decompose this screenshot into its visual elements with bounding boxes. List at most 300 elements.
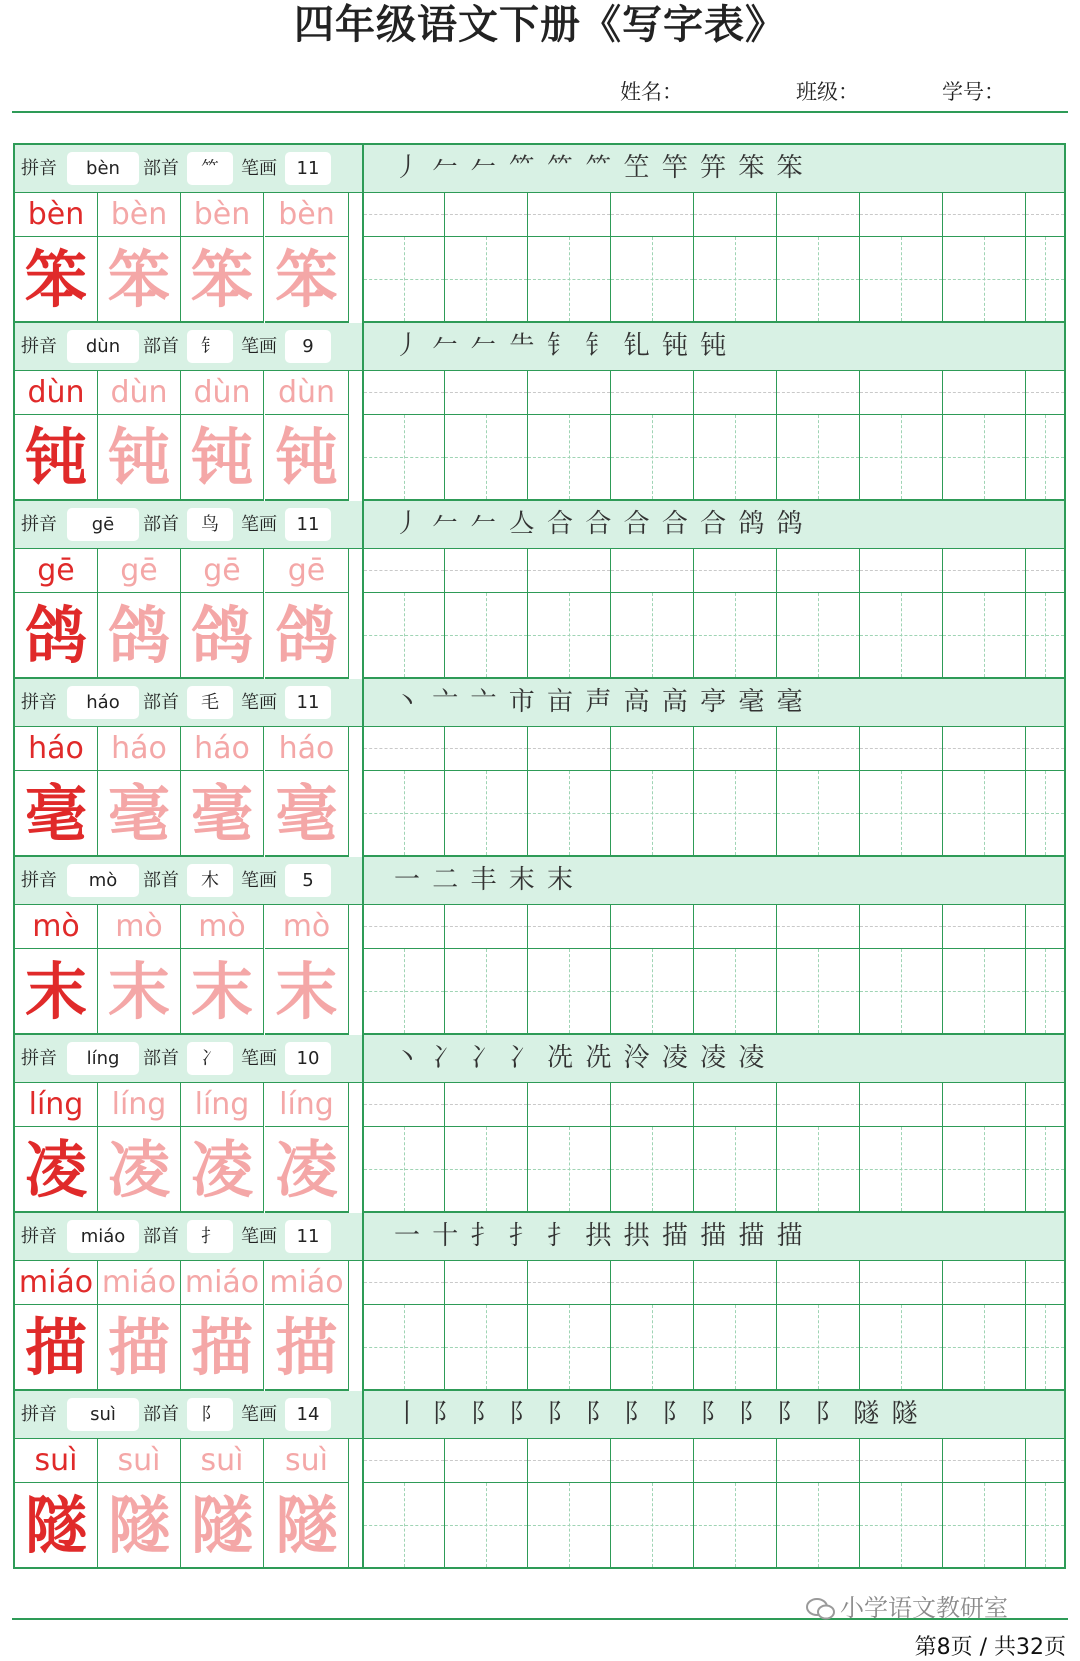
character-practice-cell[interactable] xyxy=(777,593,860,679)
character-block xyxy=(15,1391,1064,1569)
pinyin-practice-cell[interactable] xyxy=(445,192,528,237)
pinyin-value: mò xyxy=(67,864,139,897)
character-practice-cell[interactable] xyxy=(1026,237,1064,323)
pinyin-sample-cell xyxy=(265,1438,349,1483)
pinyin-practice-cell[interactable] xyxy=(694,548,777,593)
character-practice-cell[interactable] xyxy=(362,949,445,1035)
pinyin-practice-cell[interactable] xyxy=(694,192,777,237)
pinyin-sample-cell xyxy=(15,1260,98,1305)
character-practice-cell[interactable] xyxy=(694,1305,777,1391)
info-bar-divider xyxy=(362,501,364,548)
character-block xyxy=(15,323,1064,501)
character-practice-cell[interactable] xyxy=(611,1483,694,1569)
pinyin-practice-cell[interactable] xyxy=(1026,548,1064,593)
character-practice-cell[interactable] xyxy=(528,237,611,323)
pinyin-practice-cell[interactable] xyxy=(777,1082,860,1127)
pinyin-value: gē xyxy=(67,508,139,541)
character-sample-cell xyxy=(265,949,349,1035)
pinyin-practice-cell[interactable] xyxy=(943,726,1026,771)
pinyin-model: suì xyxy=(34,1443,78,1478)
character-practice-cell[interactable] xyxy=(445,1483,528,1569)
character-practice-cell[interactable] xyxy=(445,237,528,323)
pinyin-practice-cell[interactable] xyxy=(694,370,777,415)
pinyin-practice-cell[interactable] xyxy=(694,1260,777,1305)
pinyin-practice-cell[interactable] xyxy=(362,904,445,949)
pinyin-trace: háo xyxy=(278,731,335,766)
pinyin-sample-cell xyxy=(181,548,264,593)
pinyin-practice-cell[interactable] xyxy=(860,192,943,237)
character-sample-cell xyxy=(265,593,349,679)
pinyin-sample-cell xyxy=(98,1438,181,1483)
character-trace: 钝 xyxy=(190,421,253,494)
character-practice-cell[interactable] xyxy=(528,593,611,679)
character-info-bar xyxy=(15,501,1064,549)
pinyin-practice-cell[interactable] xyxy=(362,726,445,771)
pinyin-practice-cell[interactable] xyxy=(445,726,528,771)
character-sample-cell xyxy=(15,415,98,501)
pinyin-sample-cell xyxy=(15,1082,98,1127)
character-practice-cell[interactable] xyxy=(860,237,943,323)
character-practice-cell[interactable] xyxy=(860,1127,943,1213)
pinyin-practice-cell[interactable] xyxy=(445,370,528,415)
pinyin-practice-cell[interactable] xyxy=(528,370,611,415)
pinyin-practice-cell[interactable] xyxy=(611,904,694,949)
character-trace: 凌 xyxy=(275,1133,338,1206)
character-practice-cell[interactable] xyxy=(362,415,445,501)
writing-grid xyxy=(13,143,1066,1569)
pinyin-label: 拼音 xyxy=(21,1404,57,1425)
character-trace: 鸽 xyxy=(107,599,170,672)
character-practice-cell[interactable] xyxy=(860,771,943,857)
radical-label: 部首 xyxy=(143,514,179,535)
pinyin-practice-cell[interactable] xyxy=(943,1260,1026,1305)
character-practice-cell[interactable] xyxy=(777,771,860,857)
character-practice-cell[interactable] xyxy=(1026,771,1064,857)
pinyin-practice-cell[interactable] xyxy=(528,904,611,949)
pinyin-label: 拼音 xyxy=(21,336,57,357)
character-practice-cell[interactable] xyxy=(362,237,445,323)
character-trace: 笨 xyxy=(107,243,170,316)
pinyin-label: 拼音 xyxy=(21,692,57,713)
pinyin-sample-cell xyxy=(15,904,98,949)
stroke-count-value: 14 xyxy=(285,1398,331,1431)
pinyin-model: háo xyxy=(28,731,84,766)
character-practice-cell[interactable] xyxy=(1026,1305,1064,1391)
character-trace: 毫 xyxy=(107,777,170,850)
character-practice-cell[interactable] xyxy=(694,771,777,857)
character-sample-cell xyxy=(98,771,181,857)
radical-label: 部首 xyxy=(143,336,179,357)
radical-label: 部首 xyxy=(143,1404,179,1425)
character-model: 鸽 xyxy=(24,599,87,672)
info-bar-divider xyxy=(362,1391,364,1438)
pinyin-trace: bèn xyxy=(278,197,335,232)
pinyin-model: mò xyxy=(32,909,80,944)
character-practice-cell[interactable] xyxy=(777,949,860,1035)
character-sample-cell xyxy=(181,1305,264,1391)
character-sample-cell xyxy=(181,237,264,323)
character-practice-cell[interactable] xyxy=(694,237,777,323)
character-practice-cell[interactable] xyxy=(445,1305,528,1391)
character-sample-cell xyxy=(15,949,98,1035)
pinyin-value: miáo xyxy=(67,1220,139,1253)
character-trace: 描 xyxy=(275,1311,338,1384)
stroke-order: 丨 阝 阝 阝 阝 阝 阝 阝 阝 阝 阝 阝 隧 隧 xyxy=(394,1399,920,1429)
character-sample-cell xyxy=(181,949,264,1035)
character-practice-cell[interactable] xyxy=(943,949,1026,1035)
character-model: 毫 xyxy=(24,777,87,850)
pinyin-practice-cell[interactable] xyxy=(445,1438,528,1483)
character-info-bar xyxy=(15,1391,1064,1439)
character-practice-cell[interactable] xyxy=(611,593,694,679)
character-practice-cell[interactable] xyxy=(860,949,943,1035)
pinyin-trace: dùn xyxy=(277,375,336,410)
pinyin-practice-cell[interactable] xyxy=(860,904,943,949)
character-practice-cell[interactable] xyxy=(362,593,445,679)
pinyin-practice-cell[interactable] xyxy=(445,1082,528,1127)
header-divider xyxy=(12,111,1068,113)
character-trace: 末 xyxy=(275,955,338,1028)
stroke-count-label: 笔画 xyxy=(241,1226,277,1247)
character-practice-cell[interactable] xyxy=(445,1127,528,1213)
pinyin-sample-cell xyxy=(98,904,181,949)
character-trace: 笨 xyxy=(275,243,338,316)
character-practice-cell[interactable] xyxy=(445,415,528,501)
character-practice-cell[interactable] xyxy=(694,1127,777,1213)
stroke-count-value: 11 xyxy=(285,152,331,185)
character-practice-cell[interactable] xyxy=(1026,949,1064,1035)
pinyin-label: 拼音 xyxy=(21,158,57,179)
pinyin-practice-cell[interactable] xyxy=(611,192,694,237)
pinyin-trace: miáo xyxy=(101,1265,177,1300)
character-sample-cell xyxy=(15,1305,98,1391)
stroke-count-label: 笔画 xyxy=(241,1404,277,1425)
pinyin-practice-cell[interactable] xyxy=(860,1260,943,1305)
pinyin-trace: háo xyxy=(194,731,250,766)
pinyin-practice-cell[interactable] xyxy=(694,726,777,771)
character-practice-cell[interactable] xyxy=(943,237,1026,323)
character-trace: 毫 xyxy=(190,777,253,850)
character-practice-cell[interactable] xyxy=(777,1483,860,1569)
character-practice-cell[interactable] xyxy=(777,1305,860,1391)
character-practice-cell[interactable] xyxy=(362,1305,445,1391)
pinyin-practice-cell[interactable] xyxy=(860,548,943,593)
character-sample-cell xyxy=(181,771,264,857)
pinyin-trace: gē xyxy=(120,553,158,588)
character-block xyxy=(15,1035,1064,1213)
character-practice-cell[interactable] xyxy=(694,593,777,679)
pinyin-trace: líng xyxy=(279,1087,334,1122)
info-bar-divider xyxy=(362,1213,364,1260)
pinyin-trace: suì xyxy=(285,1443,328,1478)
character-block xyxy=(15,1213,1064,1391)
pinyin-practice-cell[interactable] xyxy=(528,1438,611,1483)
stroke-order: 丶 冫 冫 冫 冼 冼 泠 凌 凌 凌 xyxy=(394,1043,767,1073)
pinyin-sample-cell xyxy=(181,1438,264,1483)
pinyin-practice-cell[interactable] xyxy=(611,370,694,415)
pinyin-trace: dùn xyxy=(110,375,168,410)
pinyin-label: 拼音 xyxy=(21,1048,57,1069)
character-practice-cell[interactable] xyxy=(943,771,1026,857)
pinyin-sample-cell xyxy=(181,1260,264,1305)
pinyin-practice-cell[interactable] xyxy=(777,726,860,771)
pinyin-trace: líng xyxy=(111,1087,167,1122)
stroke-order: 一 十 扌 扌 扌 拱 拱 描 描 描 描 xyxy=(394,1221,805,1251)
character-sample-cell xyxy=(265,1127,349,1213)
pinyin-sample-cell xyxy=(98,726,181,771)
character-practice-cell[interactable] xyxy=(860,415,943,501)
pinyin-practice-cell[interactable] xyxy=(1026,192,1064,237)
radical-value: 毛 xyxy=(187,686,233,719)
character-info-bar xyxy=(15,1035,1064,1083)
pinyin-practice-cell[interactable] xyxy=(943,904,1026,949)
pinyin-practice-cell[interactable] xyxy=(1026,904,1064,949)
radical-value: ⺮ xyxy=(187,152,233,185)
character-practice-cell[interactable] xyxy=(1026,593,1064,679)
character-model: 凌 xyxy=(24,1133,87,1206)
character-info-bar xyxy=(15,145,1064,193)
pinyin-sample-cell xyxy=(181,1082,264,1127)
character-practice-cell[interactable] xyxy=(943,1483,1026,1569)
character-block xyxy=(15,679,1064,857)
pinyin-practice-cell[interactable] xyxy=(362,192,445,237)
pinyin-practice-cell[interactable] xyxy=(362,1438,445,1483)
character-practice-cell[interactable] xyxy=(777,1127,860,1213)
page-number: 第8页 / 共32页 xyxy=(914,1635,1066,1660)
character-sample-cell xyxy=(181,415,264,501)
pinyin-practice-cell[interactable] xyxy=(943,1438,1026,1483)
character-practice-cell[interactable] xyxy=(611,237,694,323)
character-trace: 钝 xyxy=(275,421,338,494)
pinyin-practice-cell[interactable] xyxy=(528,726,611,771)
pinyin-value: suì xyxy=(67,1398,139,1431)
pinyin-sample-cell xyxy=(181,192,264,237)
radical-label: 部首 xyxy=(143,1226,179,1247)
character-practice-cell[interactable] xyxy=(777,415,860,501)
character-practice-cell[interactable] xyxy=(445,771,528,857)
pinyin-practice-cell[interactable] xyxy=(777,1438,860,1483)
character-practice-cell[interactable] xyxy=(943,593,1026,679)
pinyin-practice-cell[interactable] xyxy=(445,548,528,593)
character-sample-cell xyxy=(181,1127,264,1213)
character-practice-cell[interactable] xyxy=(528,415,611,501)
character-practice-cell[interactable] xyxy=(1026,1127,1064,1213)
pinyin-practice-cell[interactable] xyxy=(777,548,860,593)
pinyin-trace: bèn xyxy=(193,197,251,232)
pinyin-practice-cell[interactable] xyxy=(943,192,1026,237)
pinyin-practice-cell[interactable] xyxy=(528,192,611,237)
character-trace: 隧 xyxy=(190,1489,253,1562)
pinyin-practice-cell[interactable] xyxy=(777,1260,860,1305)
pinyin-sample-cell xyxy=(98,1260,181,1305)
character-sample-cell xyxy=(265,415,349,501)
character-block xyxy=(15,501,1064,679)
character-practice-cell[interactable] xyxy=(1026,415,1064,501)
info-bar-divider xyxy=(362,857,364,904)
character-practice-cell[interactable] xyxy=(1026,1483,1064,1569)
pinyin-practice-cell[interactable] xyxy=(860,726,943,771)
pinyin-practice-cell[interactable] xyxy=(943,1082,1026,1127)
character-trace: 描 xyxy=(107,1311,170,1384)
pinyin-model: bèn xyxy=(27,197,85,232)
pinyin-practice-cell[interactable] xyxy=(694,1082,777,1127)
stroke-count-label: 笔画 xyxy=(241,870,277,891)
character-practice-cell[interactable] xyxy=(777,237,860,323)
character-sample-cell xyxy=(98,949,181,1035)
pinyin-practice-cell[interactable] xyxy=(362,370,445,415)
character-model: 描 xyxy=(24,1311,87,1384)
character-practice-cell[interactable] xyxy=(943,415,1026,501)
character-sample-cell xyxy=(15,771,98,857)
pinyin-sample-cell xyxy=(15,192,98,237)
page-title: 四年级语文下册《写字表》 xyxy=(294,2,786,48)
character-practice-cell[interactable] xyxy=(694,415,777,501)
character-practice-cell[interactable] xyxy=(860,593,943,679)
pinyin-sample-cell xyxy=(98,1082,181,1127)
character-trace: 凌 xyxy=(107,1133,170,1206)
stroke-count-label: 笔画 xyxy=(241,158,277,179)
character-trace: 钝 xyxy=(107,421,170,494)
stroke-count-value: 5 xyxy=(285,864,331,897)
pinyin-sample-cell xyxy=(181,370,264,415)
character-practice-cell[interactable] xyxy=(362,771,445,857)
pinyin-practice-cell[interactable] xyxy=(777,192,860,237)
pinyin-practice-cell[interactable] xyxy=(860,370,943,415)
pinyin-trace: gē xyxy=(287,553,326,588)
stroke-count-label: 笔画 xyxy=(241,1048,277,1069)
pinyin-practice-cell[interactable] xyxy=(611,548,694,593)
wechat-icon xyxy=(806,1598,836,1620)
pinyin-practice-cell[interactable] xyxy=(362,1082,445,1127)
pinyin-trace: suì xyxy=(200,1443,244,1478)
pinyin-practice-cell[interactable] xyxy=(1026,1438,1064,1483)
pinyin-sample-cell xyxy=(265,548,349,593)
radical-value: 阝 xyxy=(187,1398,233,1431)
pinyin-sample-cell xyxy=(265,904,349,949)
character-sample-cell xyxy=(265,237,349,323)
pinyin-trace: mò xyxy=(115,909,163,944)
character-info-bar xyxy=(15,323,1064,371)
pinyin-practice-cell[interactable] xyxy=(694,1438,777,1483)
radical-label: 部首 xyxy=(143,158,179,179)
pinyin-trace: mò xyxy=(198,909,246,944)
character-sample-cell xyxy=(98,1305,181,1391)
pinyin-sample-cell xyxy=(15,726,98,771)
character-practice-cell[interactable] xyxy=(445,593,528,679)
pinyin-practice-cell[interactable] xyxy=(1026,1260,1064,1305)
radical-value: 鸟 xyxy=(187,508,233,541)
pinyin-practice-cell[interactable] xyxy=(362,548,445,593)
character-practice-cell[interactable] xyxy=(611,415,694,501)
character-practice-cell[interactable] xyxy=(943,1127,1026,1213)
pinyin-practice-cell[interactable] xyxy=(1026,726,1064,771)
character-sample-cell xyxy=(181,593,264,679)
character-trace: 末 xyxy=(190,955,253,1028)
pinyin-practice-cell[interactable] xyxy=(445,904,528,949)
character-practice-cell[interactable] xyxy=(611,1305,694,1391)
character-practice-cell[interactable] xyxy=(611,771,694,857)
character-practice-cell[interactable] xyxy=(528,1483,611,1569)
pinyin-sample-cell xyxy=(265,192,349,237)
character-practice-cell[interactable] xyxy=(694,949,777,1035)
pinyin-sample-cell xyxy=(98,370,181,415)
character-practice-cell[interactable] xyxy=(528,1127,611,1213)
pinyin-practice-cell[interactable] xyxy=(777,370,860,415)
character-trace: 隧 xyxy=(275,1489,338,1562)
character-sample-cell xyxy=(265,771,349,857)
character-model: 笨 xyxy=(24,243,87,316)
pinyin-trace: dùn xyxy=(193,375,251,410)
pinyin-practice-cell[interactable] xyxy=(943,548,1026,593)
character-practice-cell[interactable] xyxy=(860,1483,943,1569)
pinyin-practice-cell[interactable] xyxy=(860,1438,943,1483)
character-sample-cell xyxy=(181,1483,264,1569)
pinyin-practice-cell[interactable] xyxy=(860,1082,943,1127)
character-sample-cell xyxy=(15,1483,98,1569)
pinyin-sample-cell xyxy=(265,1260,349,1305)
stroke-order: 丿 𠂉 𠂉 亼 合 合 合 合 合 鸽 鸽 xyxy=(394,509,805,539)
character-practice-cell[interactable] xyxy=(362,1127,445,1213)
radical-value: 木 xyxy=(187,864,233,897)
pinyin-practice-cell[interactable] xyxy=(528,1082,611,1127)
pinyin-trace: gē xyxy=(203,553,241,588)
pinyin-sample-cell xyxy=(265,726,349,771)
stroke-count-value: 11 xyxy=(285,686,331,719)
pinyin-value: dùn xyxy=(67,330,139,363)
pinyin-practice-cell[interactable] xyxy=(694,904,777,949)
pinyin-practice-cell[interactable] xyxy=(943,370,1026,415)
character-sample-cell xyxy=(15,237,98,323)
info-bar-divider xyxy=(362,1035,364,1082)
character-practice-cell[interactable] xyxy=(362,1483,445,1569)
pinyin-practice-cell[interactable] xyxy=(611,1082,694,1127)
pinyin-practice-cell[interactable] xyxy=(1026,370,1064,415)
pinyin-practice-cell[interactable] xyxy=(528,1260,611,1305)
pinyin-practice-cell[interactable] xyxy=(611,1260,694,1305)
character-trace: 鸽 xyxy=(275,599,338,672)
pinyin-practice-cell[interactable] xyxy=(445,1260,528,1305)
character-practice-cell[interactable] xyxy=(528,1305,611,1391)
radical-value: 钅 xyxy=(187,330,233,363)
stroke-count-value: 11 xyxy=(285,508,331,541)
pinyin-practice-cell[interactable] xyxy=(611,726,694,771)
pinyin-practice-cell[interactable] xyxy=(1026,1082,1064,1127)
character-practice-cell[interactable] xyxy=(528,949,611,1035)
character-practice-cell[interactable] xyxy=(860,1305,943,1391)
character-sample-cell xyxy=(98,1483,181,1569)
character-practice-cell[interactable] xyxy=(528,771,611,857)
pinyin-trace: háo xyxy=(111,731,167,766)
character-practice-cell[interactable] xyxy=(611,1127,694,1213)
pinyin-practice-cell[interactable] xyxy=(362,1260,445,1305)
character-block xyxy=(15,857,1064,1035)
pinyin-label: 拼音 xyxy=(21,1226,57,1247)
character-practice-cell[interactable] xyxy=(943,1305,1026,1391)
pinyin-practice-cell[interactable] xyxy=(528,548,611,593)
pinyin-practice-cell[interactable] xyxy=(611,1438,694,1483)
stroke-count-value: 9 xyxy=(285,330,331,363)
character-trace: 描 xyxy=(190,1311,253,1384)
stroke-count-label: 笔画 xyxy=(241,336,277,357)
character-practice-cell[interactable] xyxy=(445,949,528,1035)
character-trace: 凌 xyxy=(190,1133,253,1206)
pinyin-practice-cell[interactable] xyxy=(777,904,860,949)
pinyin-label: 拼音 xyxy=(21,870,57,891)
character-sample-cell xyxy=(98,593,181,679)
character-practice-cell[interactable] xyxy=(611,949,694,1035)
character-sample-cell xyxy=(98,237,181,323)
character-practice-cell[interactable] xyxy=(694,1483,777,1569)
